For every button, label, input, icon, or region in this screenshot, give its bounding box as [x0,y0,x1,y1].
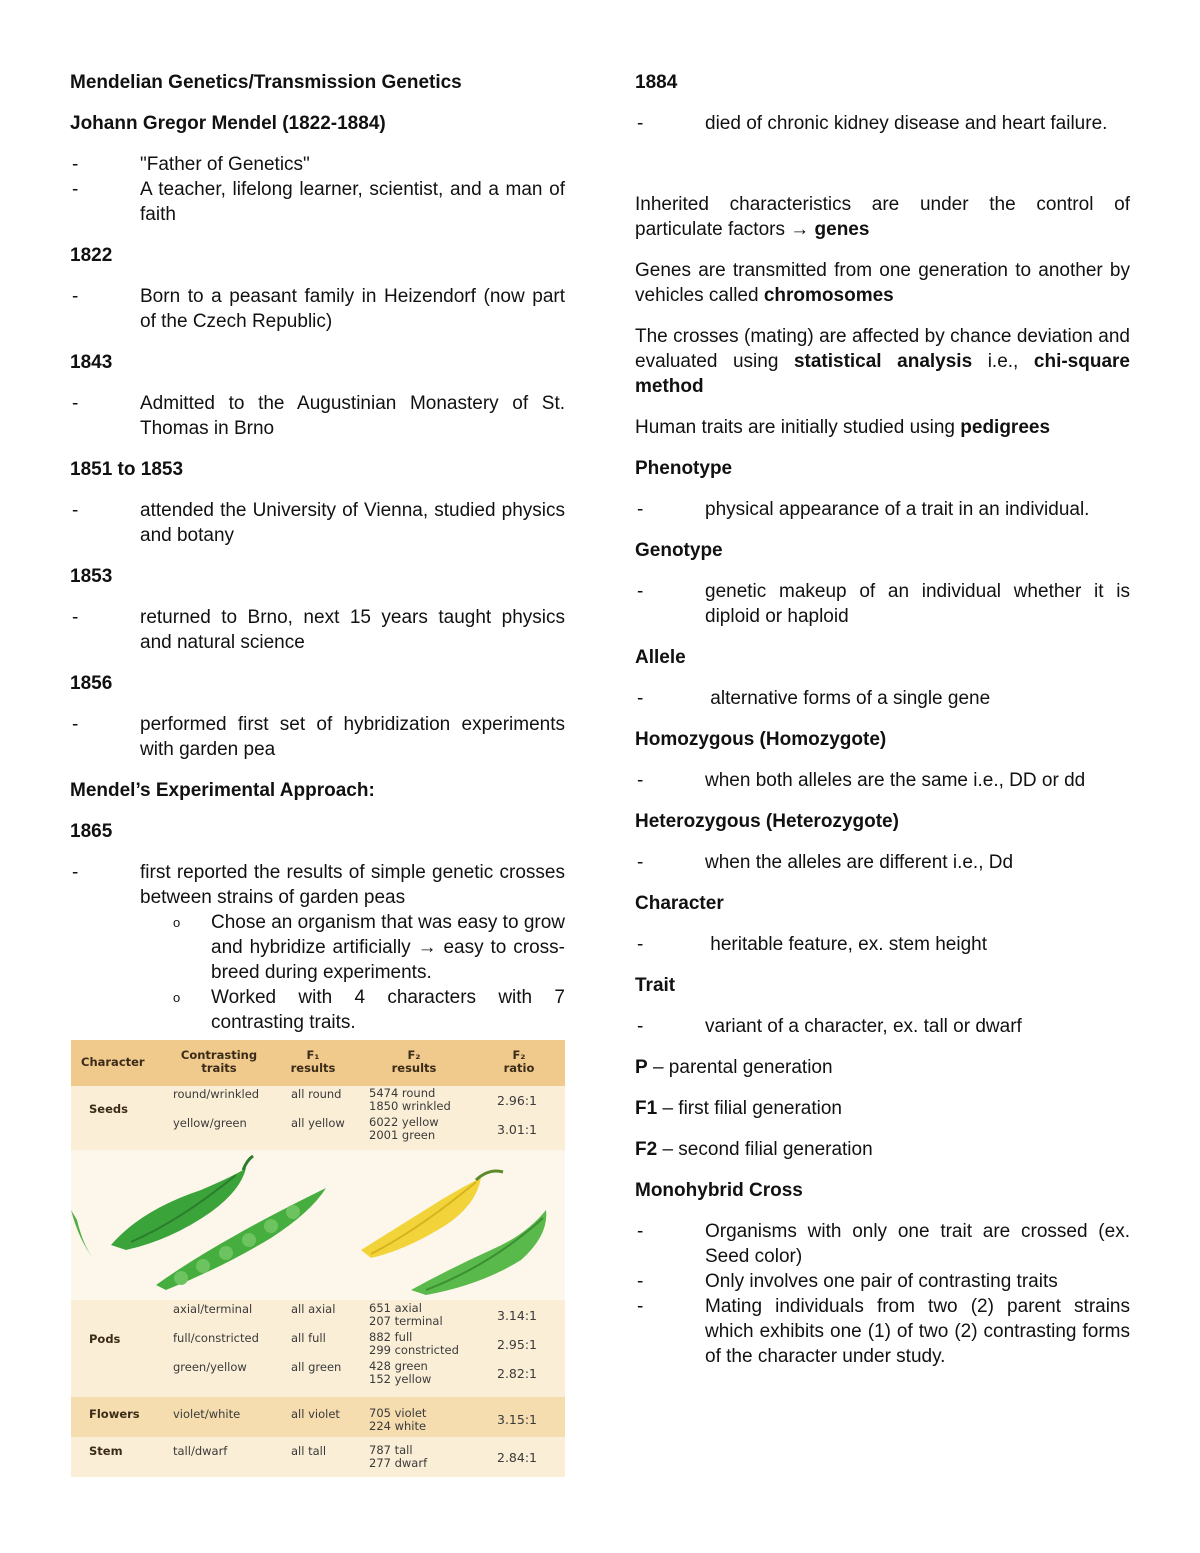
row-label-seeds: Seeds [89,1102,128,1116]
table-cell: full/constricted [173,1331,259,1345]
term-heading: Monohybrid Cross [635,1180,803,1201]
header-f1: F₁ results [290,1048,336,1075]
table-cell: round/wrinkled [173,1087,260,1101]
list-item: - alternative forms of a single gene [637,688,991,709]
table-cell: all tall [291,1444,327,1458]
list-item: - when the alleles are different i.e., Dd [637,852,1014,873]
list-item: - "Father of Genetics" [72,154,310,175]
section-heading: Mendel’s Experimental Approach: [70,780,375,801]
table-cell: all yellow [291,1116,345,1130]
table-cell: axial/terminal [173,1302,253,1316]
table-cell: 882 full 299 constricted [369,1330,459,1357]
list-item: - Born to a peasant family in Heizendorf (now part of the Czech Republic) [72,286,565,332]
person-heading: Johann Gregor Mendel (1822-1884) [70,113,386,134]
header-f2: F₂ results [391,1048,437,1075]
pea-pods-illustration [71,1150,565,1300]
list-item: - died of chronic kidney disease and heart failure. [637,113,1108,134]
right-column [635,70,1130,1369]
table-cell: 428 green 152 yellow [369,1359,432,1386]
table-cell: all full [291,1331,326,1345]
table-cell: 5474 round 1850 wrinkled [369,1086,451,1113]
timeline-year: 1884 [635,72,678,93]
table-cell: 651 axial 207 terminal [369,1301,443,1328]
generation-line: P – parental generation [635,1057,833,1078]
sub-list-item: o Chose an organism that was easy to grow and hybridize artificially → easy to cross-breed during experiments. [173,912,565,983]
table-cell: 787 tall 277 dwarf [369,1443,428,1470]
list-item: - Organisms with only one trait are crossed (ex. Seed color) [637,1221,1130,1267]
table-cell: all violet [291,1407,340,1421]
timeline-year: 1843 [70,352,113,373]
list-item: - performed first set of hybridization experiments with garden pea [72,714,565,760]
timeline-year: 1856 [70,673,113,694]
left-column [70,70,565,1035]
term-heading: Allele [635,647,686,668]
term-heading: Character [635,893,724,914]
timeline-year: 1851 to 1853 [70,459,184,480]
table-cell: tall/dwarf [173,1444,228,1458]
term-heading: Trait [635,975,676,996]
generation-line: F1 – first filial generation [635,1098,843,1119]
table-cell: 6022 yellow 2001 green [369,1115,439,1142]
term-heading: Heterozygous (Heterozygote) [635,811,899,832]
table-cell: 3.14:1 [497,1308,537,1323]
paragraph: Genes are transmitted from one generation to another by vehicles called chromosomes [635,260,1130,306]
list-item: - Mating individuals from two (2) parent strains which exhibits one (1) of two (2) contrasting forms of the character under study. [637,1296,1130,1367]
pod-edge-left [71,1210,93,1258]
table-cell: all round [291,1087,342,1101]
table-cell: all axial [291,1302,336,1316]
paragraph: The crosses (mating) are affected by chance deviation and evaluated using statistical analysis i.e., chi-square method [635,326,1130,397]
header-ratio: F₂ ratio [503,1048,535,1075]
table-cell: green/yellow [173,1360,247,1374]
table-cell: 3.15:1 [497,1412,537,1427]
list-item: - physical appearance of a trait in an individual. [637,499,1090,520]
header-character: Character [81,1055,145,1069]
timeline-year: 1822 [70,245,113,266]
row-label-pods: Pods [89,1332,121,1346]
table-cell: 705 violet 224 white [369,1406,427,1433]
row-label-flowers: Flowers [89,1407,140,1421]
table-cell: 2.84:1 [497,1450,537,1465]
term-heading: Homozygous (Homozygote) [635,729,887,750]
generation-line: F2 – second filial generation [635,1139,873,1160]
term-heading: Phenotype [635,458,733,479]
list-item: - variant of a character, ex. tall or dwarf [637,1016,1022,1037]
table-cell: 3.01:1 [497,1122,537,1137]
green-pod-1 [111,1168,246,1250]
list-item: - Only involves one pair of contrasting traits [637,1271,1058,1292]
list-item: - attended the University of Vienna, studied physics and botany [72,500,565,546]
table-cell: violet/white [173,1407,241,1421]
mendel-results-table [71,1040,565,1477]
document-title: Mendelian Genetics/Transmission Genetics [70,72,462,93]
list-item: - returned to Brno, next 15 years taught physics and natural science [72,607,565,653]
yellow-pod [361,1178,481,1258]
list-item: - genetic makeup of an individual whether it is diploid or haploid [637,581,1130,627]
list-item: - heritable feature, ex. stem height [637,934,987,955]
list-item: - A teacher, lifelong learner, scientist, and a man of faith [72,179,565,225]
timeline-year: 1865 [70,821,113,842]
table-cell: 2.95:1 [497,1337,537,1352]
row-label-stem: Stem [89,1444,123,1458]
header-contrasting: Contrasting traits [180,1048,258,1075]
table-cell: all green [291,1360,342,1374]
sub-list-item: o Worked with 4 characters with 7 contrasting traits. [173,987,565,1033]
list-item: - when both alleles are the same i.e., DD or dd [637,770,1086,791]
term-heading: Genotype [635,540,723,561]
table-cell: yellow/green [173,1116,247,1130]
list-item: - Admitted to the Augustinian Monastery of St. Thomas in Brno [72,393,565,439]
table-cell: 2.96:1 [497,1093,537,1108]
paragraph: Inherited characteristics are under the control of particulate factors → genes [635,194,1130,240]
paragraph: Human traits are initially studied using pedigrees [635,417,1051,438]
timeline-year: 1853 [70,566,113,587]
list-item: - first reported the results of simple genetic crosses between strains of garden peas [72,862,565,908]
pea-pods-svg [71,1150,565,1300]
table-cell: 2.82:1 [497,1366,537,1381]
